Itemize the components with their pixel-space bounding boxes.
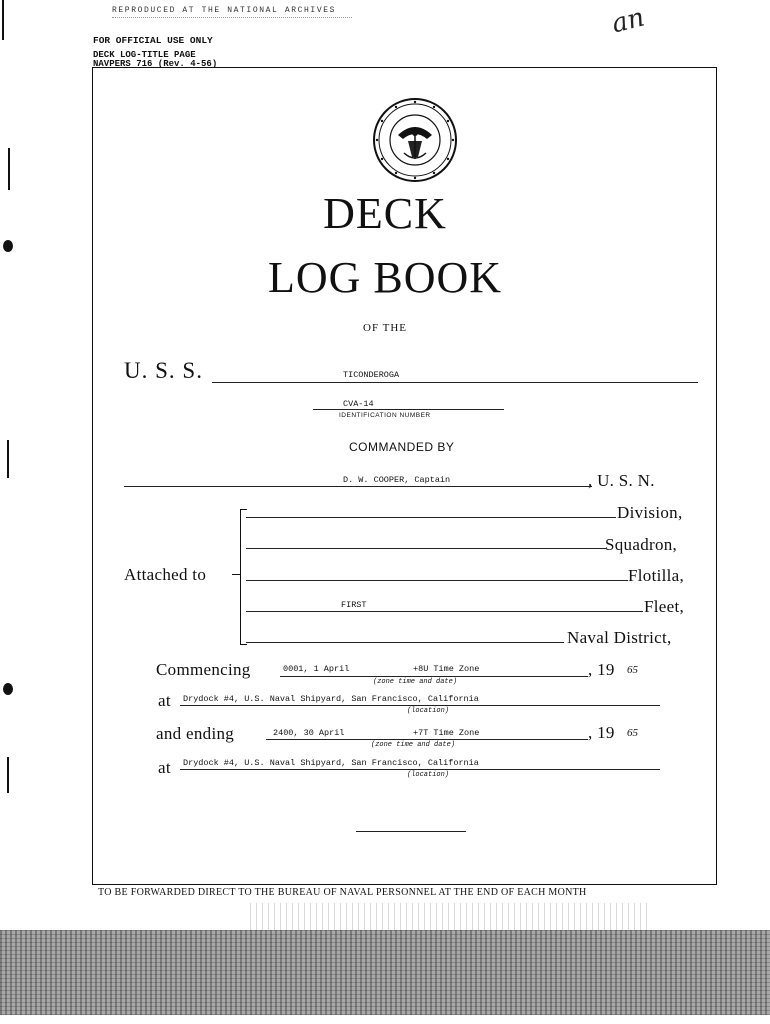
commencing-line: [280, 676, 588, 677]
naval-district-label: Naval District,: [567, 628, 672, 647]
division-line: [246, 517, 616, 518]
commencing-location-note: (location): [407, 707, 450, 715]
commander-name: D. W. COOPER, Captain: [343, 475, 451, 485]
squadron-label: Squadron,: [605, 535, 678, 554]
attached-brace: [240, 509, 247, 645]
official-use-notice: FOR OFFICIAL USE ONLY: [93, 35, 213, 46]
ending-line: [266, 739, 588, 740]
flotilla-label: Flotilla,: [628, 566, 685, 585]
archive-stamp: REPRODUCED AT THE NATIONAL ARCHIVES: [112, 6, 337, 15]
commencing-zone: +8U Time Zone: [413, 664, 480, 674]
commencing-location-line: [180, 705, 660, 706]
flotilla-line: [246, 580, 628, 581]
commencing-year-prefix: , 19: [588, 660, 615, 679]
scan-hole-mark: [3, 683, 13, 695]
form-number: NAVPERS 716 (Rev. 4-56): [93, 59, 218, 69]
division-label: Division,: [617, 503, 683, 522]
form-name: DECK LOG-TITLE PAGE: [93, 50, 196, 60]
squadron-line: [246, 548, 606, 549]
navy-seal-icon: [372, 97, 458, 183]
ending-label: and ending: [156, 724, 235, 743]
district-line: [246, 642, 564, 643]
title-deck: DECK: [323, 189, 447, 238]
fleet-value: FIRST: [341, 600, 367, 610]
ending-year-prefix: , 19: [588, 723, 615, 742]
fleet-line: [246, 611, 643, 612]
attached-brace-tick: [232, 574, 240, 575]
ship-name-line: [212, 382, 698, 383]
handwritten-initials: an: [608, 2, 648, 40]
archive-stamp-rule: [112, 17, 352, 18]
scan-noise-band: [0, 930, 770, 1015]
identification-line: [313, 409, 504, 410]
of-the-label: OF THE: [363, 322, 407, 334]
ship-name: TICONDEROGA: [343, 370, 400, 380]
commencing-time: 0001, 1 April: [283, 664, 350, 674]
forwarding-instruction: TO BE FORWARDED DIRECT TO THE BUREAU OF NAVAL PERSONNEL AT THE END OF EACH MONTH: [98, 887, 587, 898]
fleet-label: Fleet,: [644, 597, 685, 616]
commander-line: [124, 486, 592, 487]
scan-edge-mark: [8, 148, 10, 190]
scan-edge-mark: [2, 0, 4, 40]
signature-line: [356, 831, 466, 832]
commanded-by-label: COMMANDED BY: [349, 440, 455, 454]
commencing-location: Drydock #4, U.S. Naval Shipyard, San Francisco, California: [183, 694, 479, 704]
ending-zone: +7T Time Zone: [413, 728, 480, 738]
scan-edge-mark: [7, 440, 9, 478]
identification-number: CVA-14: [343, 399, 374, 409]
commencing-note: (zone time and date): [373, 678, 458, 686]
ending-location-line: [180, 769, 660, 770]
ending-location-note: (location): [407, 771, 450, 779]
identification-label: IDENTIFICATION NUMBER: [339, 412, 431, 419]
ending-year: 65: [627, 727, 638, 739]
commencing-year: 65: [627, 664, 638, 676]
commencing-label: Commencing: [156, 660, 251, 679]
ending-note: (zone time and date): [371, 741, 456, 749]
uss-prefix: U. S. S.: [124, 358, 203, 383]
commencing-at-label: at: [158, 691, 171, 710]
ending-at-label: at: [158, 758, 171, 777]
scan-edge-mark: [7, 757, 9, 793]
scan-hole-mark: [3, 240, 13, 252]
title-log-book: LOG BOOK: [267, 253, 503, 302]
ending-location: Drydock #4, U.S. Naval Shipyard, San Francisco, California: [183, 758, 479, 768]
scan-noise-light: [250, 903, 650, 931]
attached-to-label: Attached to: [124, 565, 207, 584]
usn-label: , U. S. N.: [588, 471, 655, 490]
ending-time: 2400, 30 April: [273, 728, 345, 738]
